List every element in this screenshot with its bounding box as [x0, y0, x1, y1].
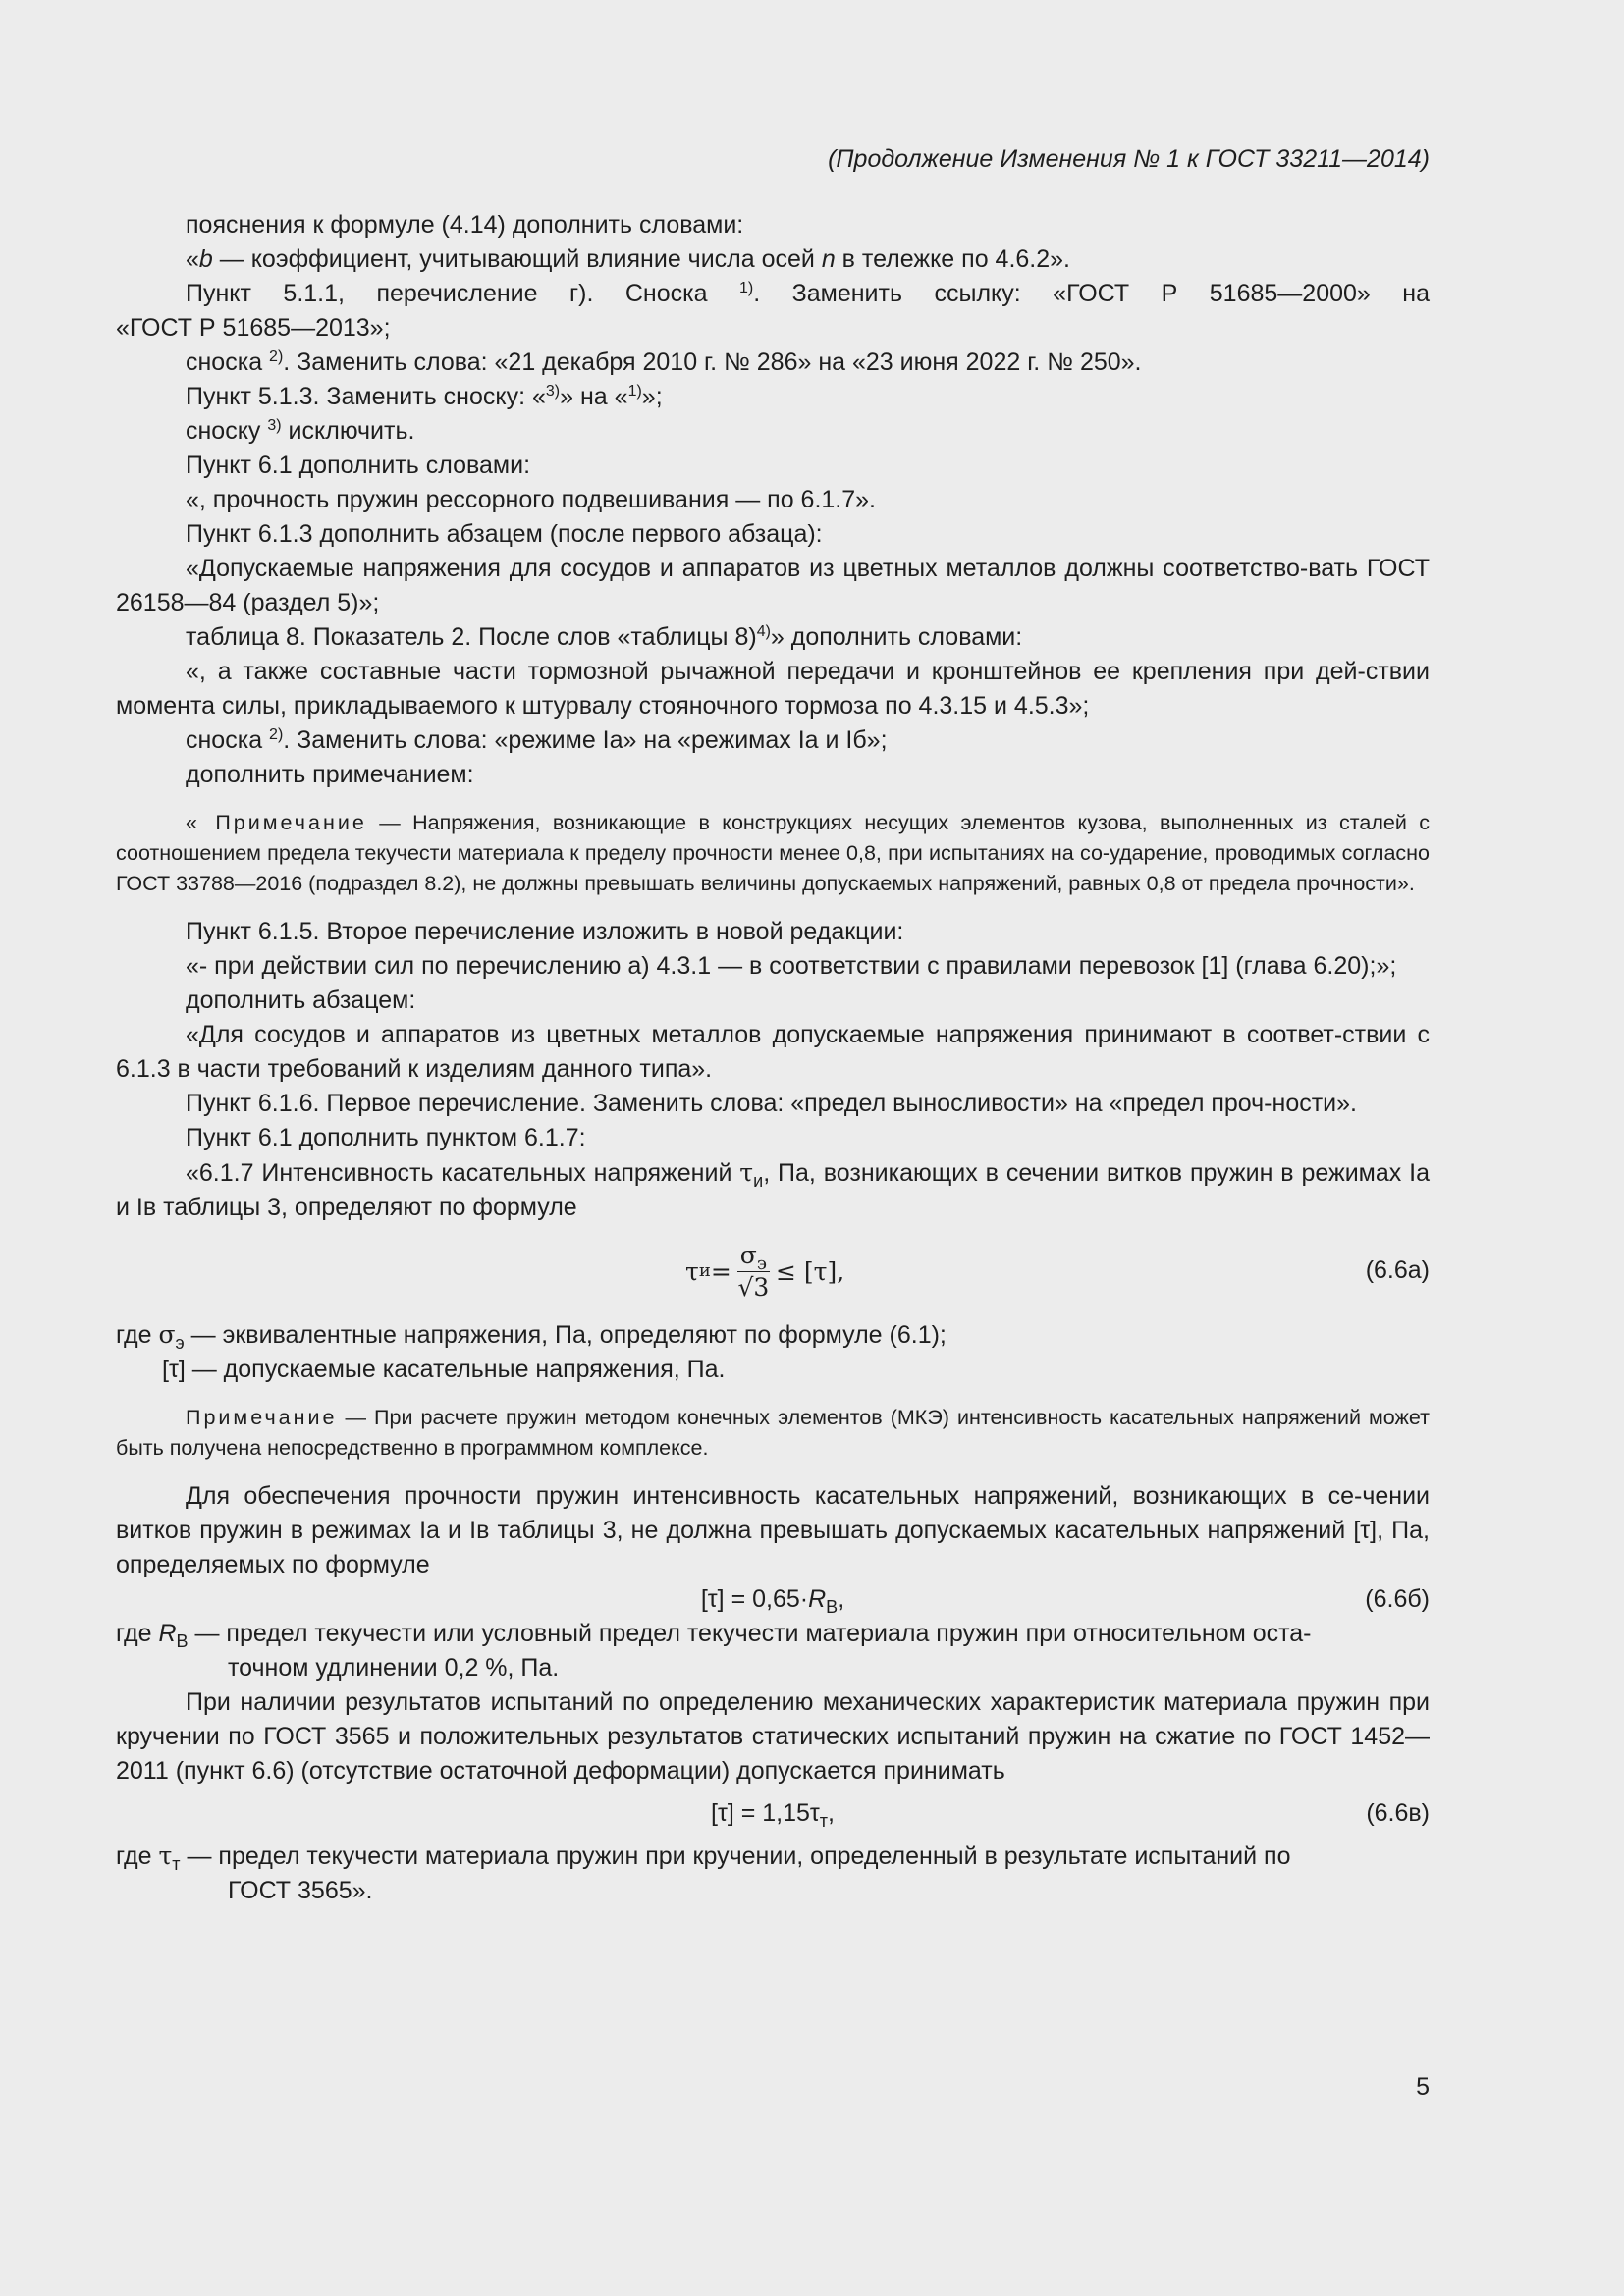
formula-expression: $[\tau] = 1,15\tau_т$, — [711, 1799, 835, 1831]
paragraph: сноску $^{3)}$ исключить. — [186, 417, 415, 445]
paragraph: «- при действии сил по перечислению а) 4.3.1 — в соответствии с правилами перевозок [1] (глава 6.20);»; — [186, 952, 1397, 980]
paragraph: дополнить абзацем: — [186, 987, 416, 1014]
formula-expression: τ и = $\frac{\sigma_э}{√3}$ ≤ [τ], — [685, 1240, 845, 1302]
paragraph: дополнить примечанием: — [186, 761, 474, 788]
paragraph: где $\sigma_э$ — эквивалентные напряжения, Па, определяют по формуле (6.1); — [116, 1320, 947, 1353]
document-body — [116, 208, 1430, 1908]
paragraph: таблица 8. Показатель 2. После слов «таблицы 8)$^{4)}$» дополнить словами: — [186, 623, 1023, 651]
paragraph: где $R_В$ — предел текучести или условный предел текучести материала пружин при относительном оста- точном удлинении 0,2 %, Па. — [116, 1620, 1312, 1682]
paragraph: «Для сосудов и аппаратов из цветных металлов допускаемые напряжения принимают в соответ-ствии с 6.1.3 в части требований к изделиям данного типа». — [116, 1021, 1430, 1083]
formula-number: (6.6а) — [1365, 1256, 1430, 1284]
paragraph: При наличии результатов испытаний по определению механических характеристик материала пружин при кручении по ГОСТ 3565 и положительных результатов статических испытаний пружин на сжатие по ГОСТ 1452—2011 (пункт 6.6) (отсутствие остаточной деформации) допускается принимать — [116, 1688, 1430, 1785]
paragraph: где $\tau_т$ — предел текучести материала пружин при кручении, определенный в результате испытаний по ГОСТ 3565». — [116, 1842, 1291, 1904]
paragraph: пояснения к формуле (4.14) дополнить словами: — [186, 211, 744, 239]
paragraph: «, а также составные части тормозной рычажной передачи и кронштейнов ее крепления при дей-ствии момента силы, прикладываемого к штурвалу стояночного тормоза по 4.3.15 и 4.5.3»; — [116, 658, 1430, 720]
paragraph: сноска $^{2)}$. Заменить слова: «режиме Iа» на «режимах Iа и Iб»; — [186, 726, 888, 754]
page-header: (Продолжение Изменения № 1 к ГОСТ 33211—2014) — [828, 145, 1430, 173]
paragraph: «ГОСТ Р 51685—2013»; — [116, 314, 391, 342]
paragraph: Пункт 6.1 дополнить словами: — [186, 452, 531, 479]
formula-6-6a — [116, 1237, 1430, 1306]
formula-6-6v — [116, 1796, 1430, 1831]
paragraph: Пункт 6.1.6. Первое перечисление. Заменить слова: «предел выносливости» на «предел проч-ности». — [186, 1090, 1357, 1117]
paragraph: Пункт 6.1.5. Второе перечисление изложить в новой редакции: — [186, 918, 904, 945]
note: Примечание — При расчете пружин методом конечных элементов (МКЭ) интенсивность касательных напряжений может быть получена непосредственно в программном комплексе. — [116, 1406, 1430, 1460]
formula-expression: $[\tau] = 0,65\cdot R_В$, — [700, 1585, 845, 1617]
fraction: $\frac{\sigma_э}{√3}$ — [737, 1240, 770, 1302]
paragraph: «6.1.7 Интенсивность касательных напряжений $\tau_и$, Па, возникающих в сечении витков пружин в режимах Iа и Iв таблицы 3, определяют по формуле — [116, 1158, 1430, 1221]
paragraph: «b — коэффициент, учитывающий влияние числа осей n в тележке по 4.6.2». — [186, 245, 1070, 273]
paragraph: сноска $^{2)}$. Заменить слова: «21 декабря 2010 г. № 286» на «23 июня 2022 г. № 250». — [186, 348, 1142, 376]
paragraph: Пункт 5.1.3. Заменить сноску: «$^{3)}$» на «$^{1)}$»; — [186, 383, 663, 410]
paragraph: Пункт 5.1.1, перечисление г). Сноска $^{1)}$. Заменить ссылку: «ГОСТ Р 51685—2000» на — [186, 280, 1430, 307]
note: « Примечание — Напряжения, возникающие в конструкциях несущих элементов кузова, выполненных из сталей с соотношением предела текучести материала к пределу прочности менее 0,8, при испытаниях на со-ударение, проводимых согласно ГОСТ 33788—2016 (подраздел 8.2), не должны превышать величины допускаемых напряжений, равных 0,8 от предела прочности». — [116, 811, 1431, 895]
page-number: 5 — [1416, 2073, 1430, 2101]
paragraph: Для обеспечения прочности пружин интенсивность касательных напряжений, возникающих в се-чении витков пружин в режимах Iа и Iв таблицы 3, не должна превышать допускаемых касательных напряжений [τ], Па, определяемых по формуле — [116, 1482, 1430, 1578]
paragraph: Пункт 6.1.3 дополнить абзацем (после первого абзаца): — [186, 520, 823, 548]
paragraph: Пункт 6.1 дополнить пунктом 6.1.7: — [186, 1124, 586, 1151]
paragraph: «Допускаемые напряжения для сосудов и аппаратов из цветных металлов должны соответство-вать ГОСТ 26158—84 (раздел 5)»; — [116, 555, 1430, 616]
formula-number: (6.6б) — [1365, 1585, 1430, 1613]
formula-6-6b — [116, 1582, 1430, 1617]
formula-number: (6.6в) — [1366, 1799, 1430, 1827]
paragraph: «, прочность пружин рессорного подвешивания — по 6.1.7». — [186, 486, 877, 513]
paragraph: [τ] — допускаемые касательные напряжения, Па. — [162, 1356, 726, 1383]
